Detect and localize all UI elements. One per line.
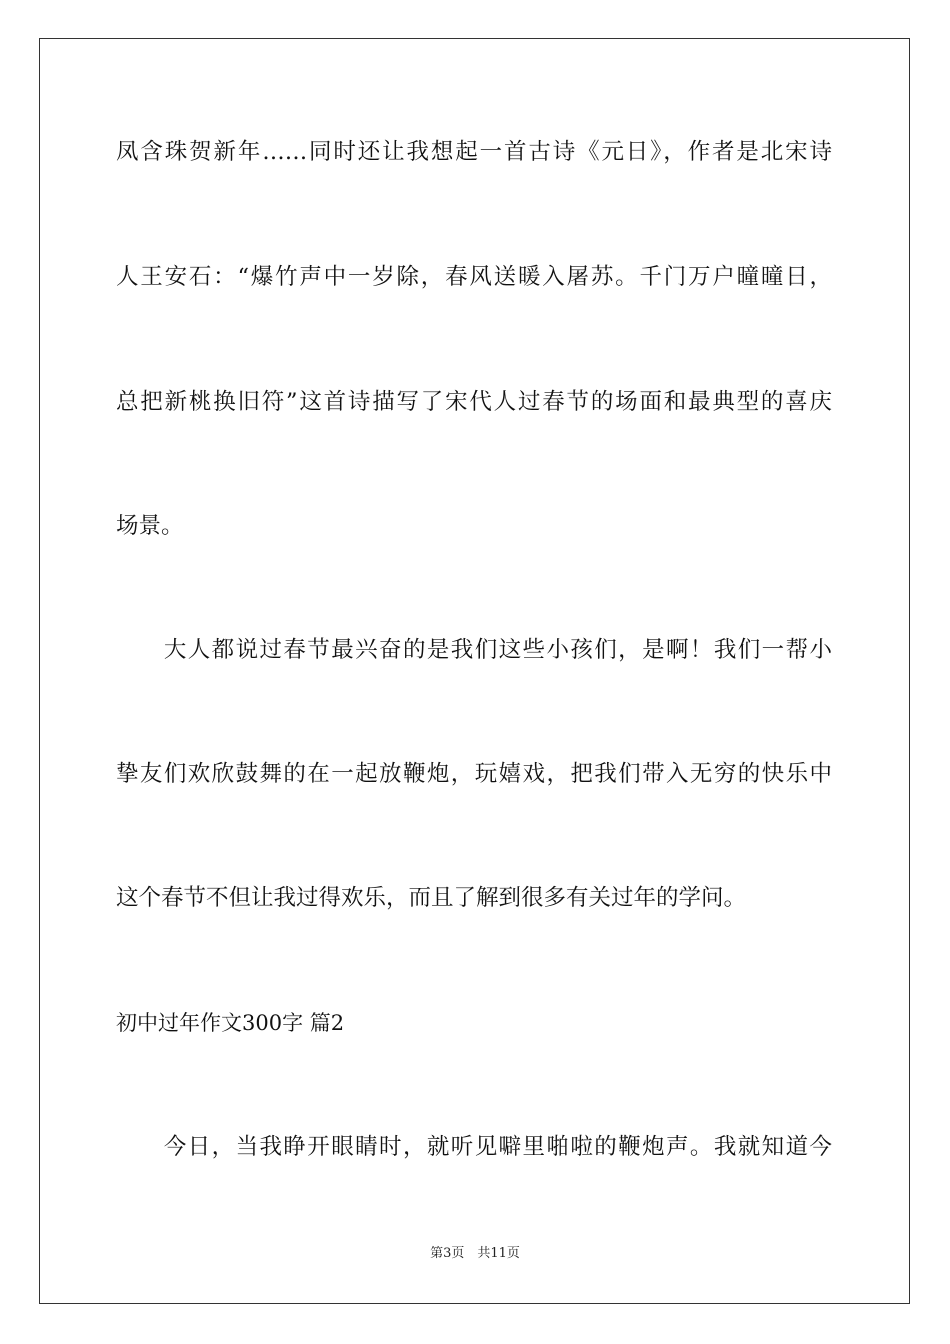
section-heading: 初中过年作文300字 篇2 [116,1011,345,1035]
paragraph-line-2: 人王安石：“爆竹声中一岁除，春风送暖入屠苏。千门万户曈曈日， [116,264,832,290]
paragraph-line-4: 场景。 [116,513,184,539]
paragraph-line-1: 凤含珠贺新年……同时还让我想起一首古诗《元日》，作者是北宋诗 [116,139,832,165]
paragraph-line-5: 大人都说过春节最兴奋的是我们这些小孩们，是啊！我们一帮小 [116,637,832,663]
paragraph-line-3: 总把新桃换旧符”这首诗描写了宋代人过春节的场面和最典型的喜庆 [116,389,832,415]
paragraph-line-6: 挚友们欢欣鼓舞的在一起放鞭炮，玩嬉戏，把我们带入无穷的快乐中 [116,761,832,787]
paragraph-line-8: 今日，当我睁开眼睛时，就听见噼里啪啦的鞭炮声。我就知道今 [116,1134,832,1160]
page-border [39,38,910,1304]
paragraph-line-7: 这个春节不但让我过得欢乐，而且了解到很多有关过年的学问。 [116,885,747,911]
page-number: 第3页 共11页 [430,1246,520,1261]
